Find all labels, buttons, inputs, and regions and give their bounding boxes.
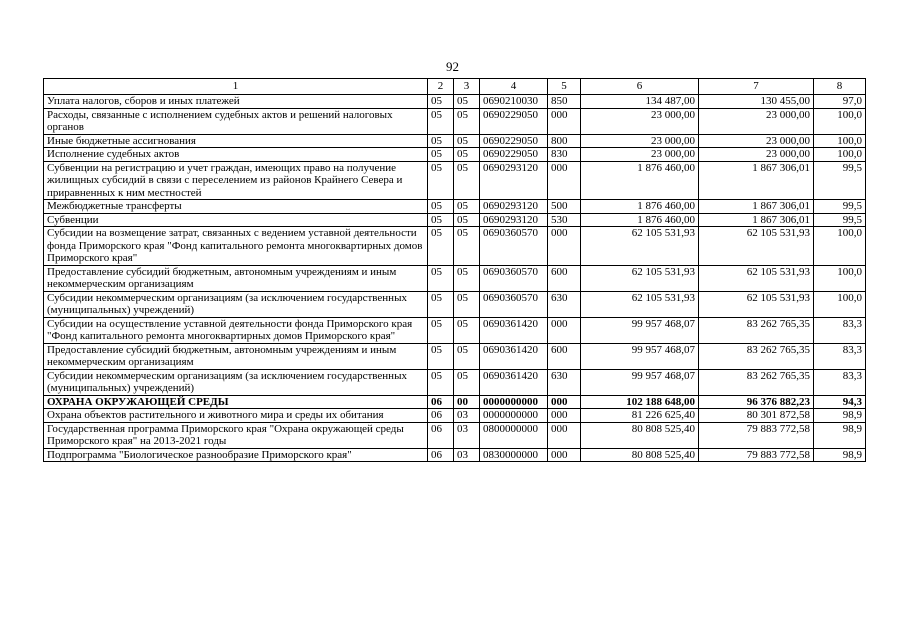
cell-executed: 1 867 306,01 — [699, 161, 814, 200]
cell-subsection: 03 — [454, 448, 480, 462]
cell-expense-type: 000 — [548, 108, 581, 134]
cell-target-article: 0690293120 — [480, 213, 548, 227]
cell-name: Исполнение судебных актов — [44, 148, 428, 162]
cell-target-article: 0000000000 — [480, 409, 548, 423]
cell-executed: 79 883 772,58 — [699, 422, 814, 448]
cell-target-article: 0690229050 — [480, 108, 548, 134]
cell-expense-type: 830 — [548, 148, 581, 162]
cell-subsection: 05 — [454, 213, 480, 227]
cell-percent: 83,3 — [814, 369, 866, 395]
cell-expense-type: 800 — [548, 134, 581, 148]
cell-executed: 79 883 772,58 — [699, 448, 814, 462]
column-header: 3 — [454, 79, 480, 95]
cell-planned: 102 188 648,00 — [581, 395, 699, 409]
cell-planned: 62 105 531,93 — [581, 291, 699, 317]
cell-expense-type: 000 — [548, 227, 581, 266]
cell-planned: 81 226 625,40 — [581, 409, 699, 423]
cell-executed: 62 105 531,93 — [699, 227, 814, 266]
cell-planned: 99 957 468,07 — [581, 369, 699, 395]
table-row — [44, 95, 866, 109]
cell-target-article: 0000000000 — [480, 395, 548, 409]
table-row — [44, 213, 866, 227]
cell-percent: 100,0 — [814, 134, 866, 148]
cell-section: 05 — [428, 227, 454, 266]
cell-percent: 100,0 — [814, 227, 866, 266]
cell-planned: 134 487,00 — [581, 95, 699, 109]
table-row — [44, 422, 866, 448]
table-row — [44, 291, 866, 317]
cell-subsection: 05 — [454, 200, 480, 214]
cell-expense-type: 000 — [548, 409, 581, 423]
cell-executed: 62 105 531,93 — [699, 291, 814, 317]
cell-expense-type: 600 — [548, 343, 581, 369]
cell-subsection: 05 — [454, 317, 480, 343]
table-body — [44, 95, 866, 462]
cell-percent: 83,3 — [814, 317, 866, 343]
table-row — [44, 227, 866, 266]
column-header: 2 — [428, 79, 454, 95]
cell-section: 06 — [428, 448, 454, 462]
cell-executed: 23 000,00 — [699, 134, 814, 148]
cell-section: 06 — [428, 409, 454, 423]
table-row — [44, 317, 866, 343]
cell-target-article: 0690360570 — [480, 265, 548, 291]
cell-executed: 62 105 531,93 — [699, 265, 814, 291]
table-row — [44, 265, 866, 291]
cell-expense-type: 600 — [548, 265, 581, 291]
cell-planned: 99 957 468,07 — [581, 317, 699, 343]
cell-expense-type: 000 — [548, 161, 581, 200]
cell-target-article: 0690361420 — [480, 369, 548, 395]
cell-executed: 23 000,00 — [699, 108, 814, 134]
cell-name: ОХРАНА ОКРУЖАЮЩЕЙ СРЕДЫ — [44, 395, 428, 409]
cell-section: 05 — [428, 343, 454, 369]
cell-target-article: 0690361420 — [480, 343, 548, 369]
cell-name: Расходы, связанные с исполнением судебных актов и решений налоговых органов — [44, 108, 428, 134]
cell-section: 05 — [428, 265, 454, 291]
cell-section: 05 — [428, 95, 454, 109]
cell-planned: 62 105 531,93 — [581, 227, 699, 266]
cell-section: 05 — [428, 108, 454, 134]
cell-target-article: 0690210030 — [480, 95, 548, 109]
cell-executed: 83 262 765,35 — [699, 317, 814, 343]
cell-name: Предоставление субсидий бюджетным, автономным учреждениям и иным некоммерческим организациям — [44, 265, 428, 291]
cell-name: Субсидии некоммерческим организациям (за исключением государственных (муниципальных) учреждений) — [44, 369, 428, 395]
cell-target-article: 0830000000 — [480, 448, 548, 462]
cell-subsection: 05 — [454, 161, 480, 200]
cell-name: Охрана объектов растительного и животного мира и среды их обитания — [44, 409, 428, 423]
table-row — [44, 200, 866, 214]
cell-executed: 96 376 882,23 — [699, 395, 814, 409]
table-row — [44, 148, 866, 162]
cell-executed: 130 455,00 — [699, 95, 814, 109]
cell-percent: 98,9 — [814, 448, 866, 462]
cell-section: 05 — [428, 148, 454, 162]
cell-percent: 98,9 — [814, 409, 866, 423]
cell-subsection: 05 — [454, 291, 480, 317]
cell-planned: 23 000,00 — [581, 134, 699, 148]
cell-expense-type: 850 — [548, 95, 581, 109]
cell-subsection: 05 — [454, 108, 480, 134]
budget-table — [43, 78, 866, 462]
cell-name: Субсидии некоммерческим организациям (за исключением государственных (муниципальных) учреждений) — [44, 291, 428, 317]
cell-executed: 80 301 872,58 — [699, 409, 814, 423]
table-row — [44, 395, 866, 409]
table-row — [44, 161, 866, 200]
cell-name: Субсидии на возмещение затрат, связанных с ведением уставной деятельности фонда Приморского края "Фонд капитального ремонта многоквартирных домов Приморского края" — [44, 227, 428, 266]
cell-expense-type: 500 — [548, 200, 581, 214]
cell-percent: 99,5 — [814, 200, 866, 214]
cell-percent: 94,3 — [814, 395, 866, 409]
cell-name: Субвенции на регистрацию и учет граждан, имеющих право на получение жилищных субсидий в связи с переселением из районов Крайнего Севера и приравненных к ним местностей — [44, 161, 428, 200]
cell-subsection: 05 — [454, 227, 480, 266]
cell-name: Уплата налогов, сборов и иных платежей — [44, 95, 428, 109]
cell-target-article: 0690360570 — [480, 291, 548, 317]
cell-planned: 99 957 468,07 — [581, 343, 699, 369]
cell-subsection: 00 — [454, 395, 480, 409]
cell-percent: 100,0 — [814, 291, 866, 317]
cell-name: Подпрограмма "Биологическое разнообразие Приморского края" — [44, 448, 428, 462]
cell-planned: 1 876 460,00 — [581, 200, 699, 214]
cell-percent: 97,0 — [814, 95, 866, 109]
cell-planned: 23 000,00 — [581, 108, 699, 134]
cell-target-article: 0690229050 — [480, 148, 548, 162]
table-row — [44, 108, 866, 134]
cell-section: 05 — [428, 134, 454, 148]
cell-target-article: 0690293120 — [480, 161, 548, 200]
table-row — [44, 369, 866, 395]
cell-percent: 100,0 — [814, 265, 866, 291]
cell-percent: 98,9 — [814, 422, 866, 448]
cell-section: 05 — [428, 200, 454, 214]
cell-section: 06 — [428, 395, 454, 409]
cell-percent: 99,5 — [814, 161, 866, 200]
cell-subsection: 05 — [454, 343, 480, 369]
cell-executed: 1 867 306,01 — [699, 200, 814, 214]
cell-planned: 80 808 525,40 — [581, 448, 699, 462]
cell-name: Предоставление субсидий бюджетным, автономным учреждениям и иным некоммерческим организациям — [44, 343, 428, 369]
cell-subsection: 05 — [454, 265, 480, 291]
cell-target-article: 0690229050 — [480, 134, 548, 148]
column-header: 7 — [699, 79, 814, 95]
cell-subsection: 05 — [454, 134, 480, 148]
cell-executed: 83 262 765,35 — [699, 343, 814, 369]
table-row — [44, 448, 866, 462]
page-number: 92 — [446, 59, 459, 74]
cell-executed: 83 262 765,35 — [699, 369, 814, 395]
cell-name: Субсидии на осуществление уставной деятельности фонда Приморского края "Фонд капитального ремонта многоквартирных домов Приморского края" — [44, 317, 428, 343]
column-header: 5 — [548, 79, 581, 95]
cell-target-article: 0800000000 — [480, 422, 548, 448]
cell-expense-type: 530 — [548, 213, 581, 227]
column-header: 6 — [581, 79, 699, 95]
cell-expense-type: 630 — [548, 291, 581, 317]
cell-expense-type: 000 — [548, 448, 581, 462]
cell-name: Межбюджетные трансферты — [44, 200, 428, 214]
cell-expense-type: 630 — [548, 369, 581, 395]
cell-subsection: 05 — [454, 369, 480, 395]
column-header: 8 — [814, 79, 866, 95]
cell-section: 05 — [428, 369, 454, 395]
column-header: 1 — [44, 79, 428, 95]
cell-name: Субвенции — [44, 213, 428, 227]
cell-target-article: 0690360570 — [480, 227, 548, 266]
cell-subsection: 03 — [454, 409, 480, 423]
cell-subsection: 03 — [454, 422, 480, 448]
cell-section: 05 — [428, 161, 454, 200]
cell-name: Государственная программа Приморского края "Охрана окружающей среды Приморского края" на 2013-2021 годы — [44, 422, 428, 448]
cell-section: 05 — [428, 291, 454, 317]
cell-planned: 80 808 525,40 — [581, 422, 699, 448]
column-header: 4 — [480, 79, 548, 95]
cell-subsection: 05 — [454, 95, 480, 109]
cell-name: Иные бюджетные ассигнования — [44, 134, 428, 148]
cell-executed: 1 867 306,01 — [699, 213, 814, 227]
cell-percent: 83,3 — [814, 343, 866, 369]
cell-planned: 23 000,00 — [581, 148, 699, 162]
cell-section: 05 — [428, 317, 454, 343]
cell-percent: 99,5 — [814, 213, 866, 227]
header-row — [44, 79, 866, 95]
cell-percent: 100,0 — [814, 148, 866, 162]
cell-section: 06 — [428, 422, 454, 448]
cell-planned: 1 876 460,00 — [581, 213, 699, 227]
table-row — [44, 343, 866, 369]
cell-expense-type: 000 — [548, 317, 581, 343]
table-row — [44, 409, 866, 423]
cell-planned: 62 105 531,93 — [581, 265, 699, 291]
cell-expense-type: 000 — [548, 395, 581, 409]
cell-expense-type: 000 — [548, 422, 581, 448]
cell-executed: 23 000,00 — [699, 148, 814, 162]
table-row — [44, 134, 866, 148]
cell-subsection: 05 — [454, 148, 480, 162]
cell-target-article: 0690293120 — [480, 200, 548, 214]
cell-target-article: 0690361420 — [480, 317, 548, 343]
cell-section: 05 — [428, 213, 454, 227]
cell-planned: 1 876 460,00 — [581, 161, 699, 200]
cell-percent: 100,0 — [814, 108, 866, 134]
